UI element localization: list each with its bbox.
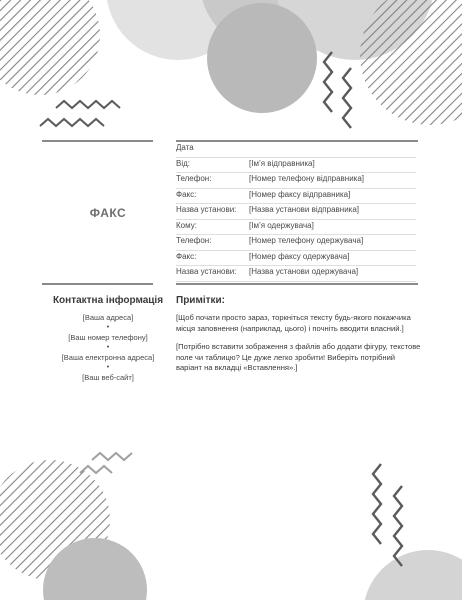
- notes-paragraph[interactable]: [Щоб почати просто зараз, торкніться тексту будь-якого покажчика місця заповнення (наприклад, цього) і почніть вводити власний.]: [176, 313, 411, 333]
- field-label: Факс:: [176, 189, 197, 199]
- fax-title: ФАКС: [89, 206, 127, 220]
- field-label: Телефон:: [176, 236, 212, 245]
- row-divider: [176, 188, 416, 189]
- field-row-sender-fax: [176, 190, 416, 206]
- middle-rule-left: [42, 283, 153, 285]
- website-placeholder[interactable]: [Ваш веб-сайт]: [82, 373, 134, 382]
- separator-dot: •: [106, 364, 110, 371]
- field-row-date: [176, 143, 416, 159]
- field-label: Назва установи:: [176, 267, 237, 276]
- top-rule-left: [42, 140, 153, 142]
- top-zigzag-vertical-1: [324, 52, 332, 112]
- field-label: Від:: [176, 158, 191, 168]
- separator-dot: •: [106, 344, 110, 351]
- top-circle-main: [207, 3, 317, 113]
- field-label: Кому:: [176, 220, 197, 230]
- field-value[interactable]: [Назва установи одержувача]: [249, 267, 359, 276]
- top-circle-light: [106, 0, 250, 60]
- bottom-striped-circle-left: [0, 460, 110, 580]
- top-circle-right: [275, 0, 435, 60]
- bottom-zigzag-horizontal-1: [92, 453, 132, 460]
- row-divider: [176, 219, 416, 220]
- notes-paragraph[interactable]: [Потрібно вставити зображення з файлів або додати фігуру, текстове поле чи таблицю? Це дуже легко зробити! Виберіть потрібний варіант на вкладці «Вставлення».]: [176, 342, 421, 372]
- field-row-sender-company: [176, 205, 416, 221]
- field-value[interactable]: [Ім’я одержувача]: [249, 220, 314, 230]
- row-divider: [176, 265, 416, 266]
- separator-dot: •: [106, 324, 110, 331]
- bottom-zigzag-vertical-2: [394, 486, 402, 566]
- notes-heading: Примітки:: [176, 295, 225, 306]
- top-zigzag-horizontal-2: [40, 119, 104, 126]
- field-value[interactable]: [Номер телефону одержувача]: [249, 236, 364, 245]
- field-row-to: [176, 221, 416, 237]
- field-value[interactable]: [Назва установи відправника]: [249, 205, 360, 214]
- field-row-from: [176, 159, 416, 175]
- phone-placeholder[interactable]: [Ваш номер телефону]: [68, 333, 148, 342]
- field-value[interactable]: [Номер телефону відправника]: [249, 174, 365, 183]
- bottom-zigzag-vertical-1: [373, 464, 381, 544]
- row-divider: [176, 157, 416, 158]
- bottom-circle-right: [363, 550, 462, 600]
- field-value[interactable]: [Ім’я відправника]: [249, 158, 315, 168]
- field-value[interactable]: [Номер факсу одержувача]: [249, 251, 350, 261]
- top-rule-right: [176, 140, 418, 142]
- field-label: Телефон:: [176, 174, 212, 183]
- field-label: Назва установи:: [176, 205, 237, 214]
- bottom-circle-left: [43, 538, 147, 600]
- row-divider: [176, 250, 416, 251]
- bottom-zigzag-horizontal-2: [80, 466, 112, 473]
- top-zigzag-vertical-2: [343, 68, 351, 128]
- contact-info: [42, 295, 174, 383]
- email-placeholder[interactable]: [Ваша електронна адреса]: [61, 353, 155, 362]
- address-placeholder[interactable]: [Ваша адреса]: [82, 313, 134, 322]
- top-striped-circle-right: [360, 0, 462, 125]
- top-striped-circle-left: [0, 0, 100, 95]
- top-circle-mid: [200, 0, 336, 50]
- top-zigzag-horizontal-1: [56, 101, 120, 108]
- row-divider: [176, 172, 416, 173]
- field-label: Дата: [176, 143, 194, 152]
- notes-section: [176, 295, 421, 382]
- field-row-recipient-fax: [176, 252, 416, 268]
- field-row-recipient-phone: [176, 236, 416, 252]
- middle-rule-right: [176, 283, 418, 285]
- field-row-sender-phone: [176, 174, 416, 190]
- contact-heading: Контактна інформація: [52, 295, 164, 306]
- row-divider: [176, 203, 416, 204]
- field-value[interactable]: [Номер факсу відправника]: [249, 189, 351, 199]
- fax-fields: [176, 143, 416, 283]
- row-divider: [176, 281, 416, 282]
- row-divider: [176, 234, 416, 235]
- field-label: Факс:: [176, 251, 197, 261]
- field-row-recipient-company: [176, 267, 416, 283]
